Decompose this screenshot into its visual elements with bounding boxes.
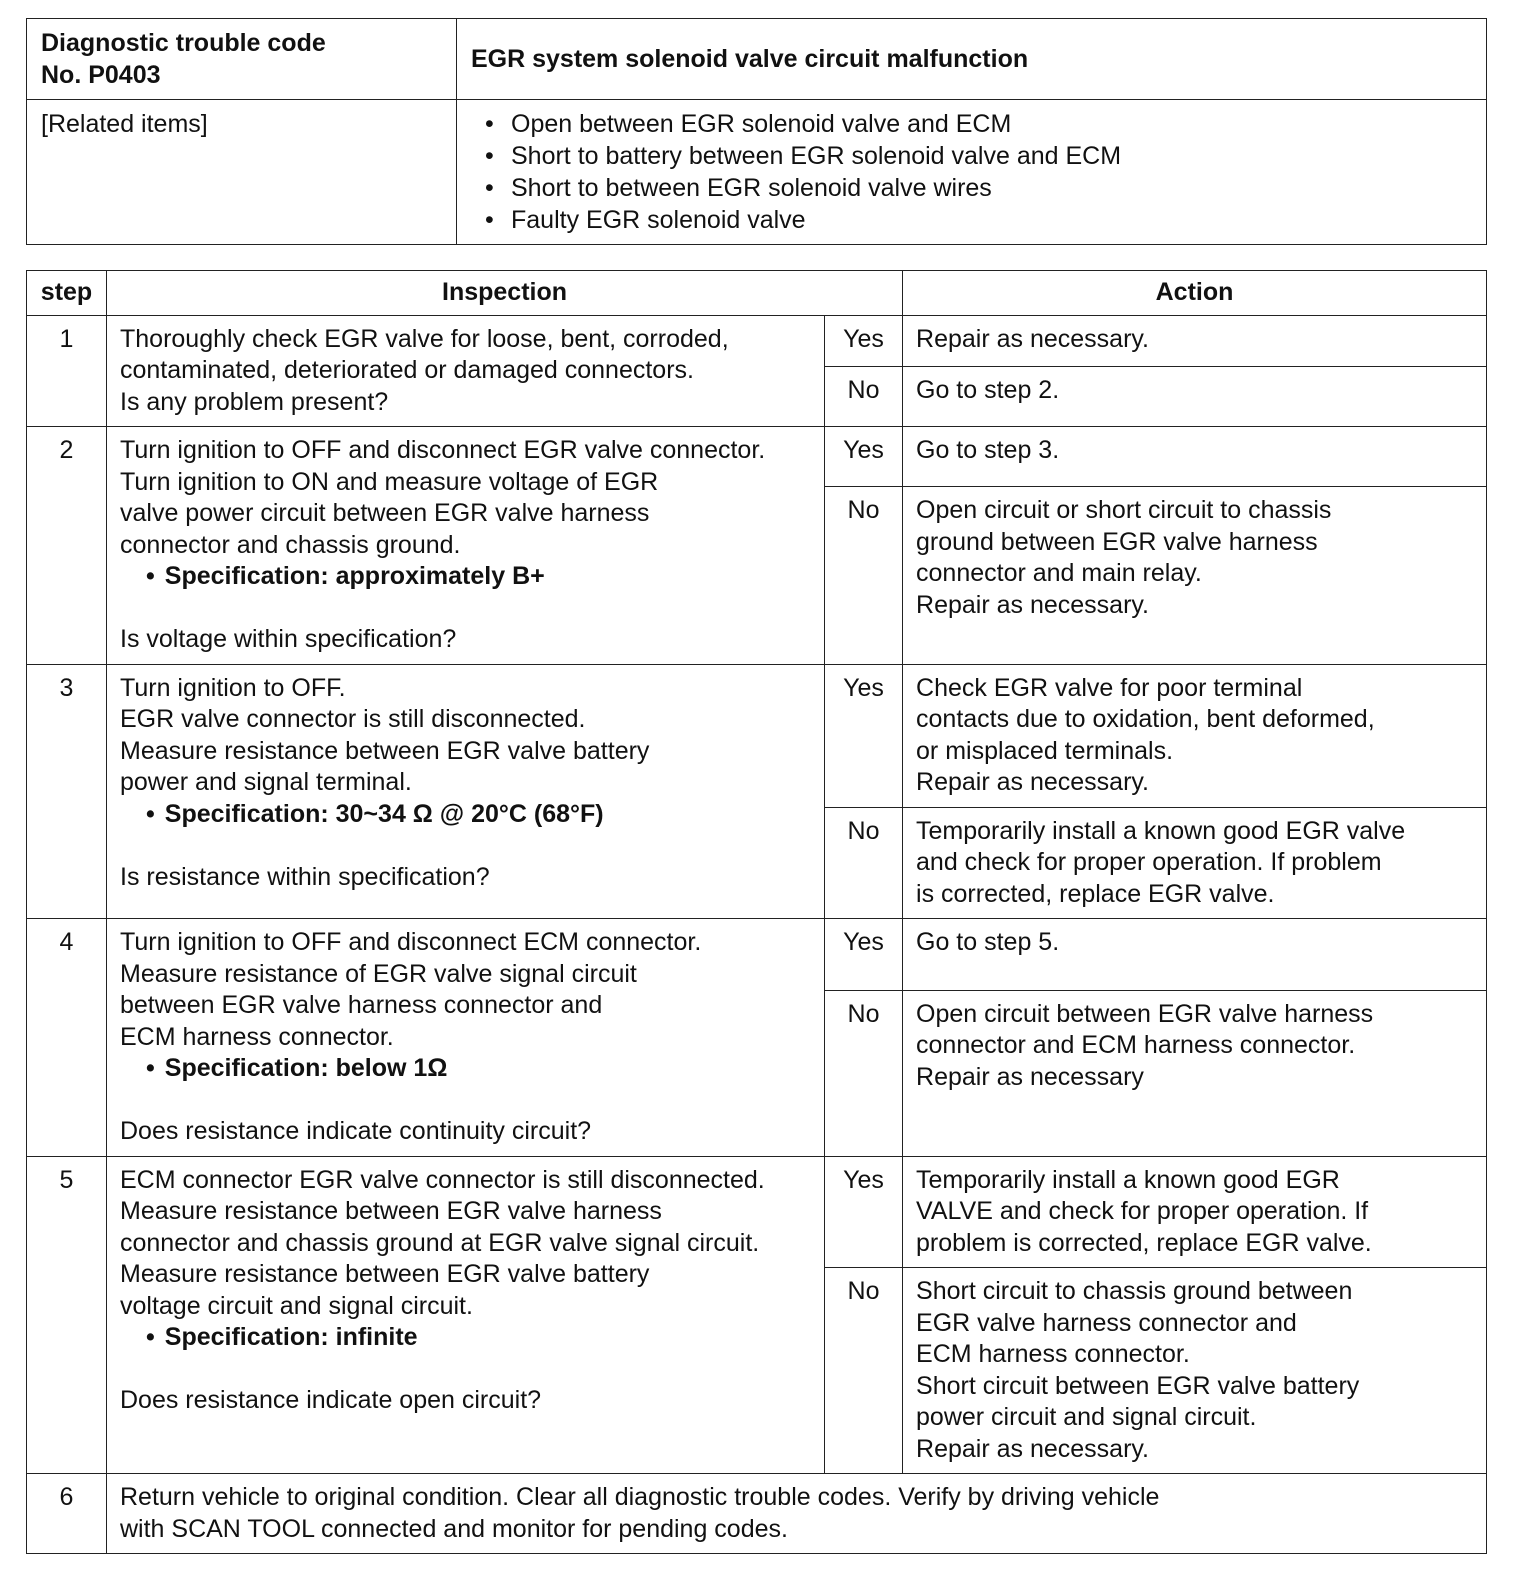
yes-action — [903, 919, 1487, 991]
inspection-question: Does resistance indicate continuity circuit? — [120, 1117, 592, 1145]
specification: • Specification: approximately B+ — [146, 562, 545, 590]
dtc-title-cell — [457, 19, 1487, 100]
column-header-step: step — [27, 271, 107, 316]
inspection-line: Is any problem present? — [120, 387, 389, 416]
step-number: 3 — [27, 664, 107, 919]
step-number: 4 — [27, 919, 107, 1157]
inspection-cell — [107, 427, 825, 665]
action-line: connector and ECM harness connector. — [916, 1031, 1356, 1060]
related-item: • Short to between EGR solenoid valve wires — [511, 172, 1472, 204]
inspection-line: Measure resistance between EGR valve harness — [120, 1197, 662, 1225]
yes-action — [903, 664, 1487, 807]
yes-label: Yes — [825, 427, 903, 487]
inspection-cell — [107, 919, 825, 1157]
dtc-code: No. P0403 — [41, 61, 161, 89]
step-number: 1 — [27, 315, 107, 427]
related-items-list — [471, 108, 1472, 236]
inspection-line: Return vehicle to original condition. Clear all diagnostic trouble codes. Verify by driving vehicle — [120, 1483, 1160, 1511]
diagnostic-steps-table — [26, 270, 1487, 1554]
inspection-line: Thoroughly check EGR valve for loose, bent, corroded, — [120, 324, 729, 353]
action-line: Repair as necessary. — [916, 590, 1149, 619]
action-line: problem is corrected, replace EGR valve. — [916, 1228, 1372, 1257]
related-items-label-cell — [27, 100, 457, 245]
table-row — [27, 1474, 1487, 1554]
action-line: EGR valve harness connector and — [916, 1308, 1297, 1337]
action-line: Open circuit between EGR valve harness — [916, 999, 1374, 1028]
dtc-label-cell — [27, 19, 457, 100]
action-line: connector and main relay. — [916, 559, 1202, 588]
action-line: Temporarily install a known good EGR valve — [916, 816, 1406, 845]
step-number: 6 — [27, 1474, 107, 1554]
inspection-cell — [107, 1474, 1487, 1554]
inspection-cell — [107, 1156, 825, 1474]
inspection-question: Is resistance within specification? — [120, 862, 490, 891]
action-line: Repair as necessary. — [916, 1434, 1149, 1463]
yes-label: Yes — [825, 315, 903, 367]
inspection-line: ECM connector EGR valve connector is still disconnected. — [120, 1165, 765, 1194]
related-item: • Faulty EGR solenoid valve — [511, 204, 1472, 236]
table-row — [27, 1156, 1487, 1268]
no-action — [903, 367, 1487, 427]
table-row — [27, 427, 1487, 487]
inspection-line: Measure resistance between EGR valve battery — [120, 736, 650, 765]
inspection-line: Turn ignition to OFF and disconnect EGR valve connector. — [120, 436, 766, 464]
action-line: Repair as necessary. — [916, 324, 1149, 353]
no-label: No — [825, 487, 903, 664]
specification: • Specification: below 1Ω — [146, 1054, 448, 1082]
action-line: power circuit and signal circuit. — [916, 1403, 1257, 1431]
action-line: is corrected, replace EGR valve. — [916, 879, 1275, 908]
no-label: No — [825, 367, 903, 427]
specification: • Specification: infinite — [146, 1323, 418, 1351]
action-line: Repair as necessary. — [916, 768, 1149, 796]
inspection-line: Turn ignition to OFF and disconnect ECM connector. — [120, 928, 702, 956]
inspection-line: contaminated, deteriorated or damaged connectors. — [120, 356, 694, 384]
yes-label: Yes — [825, 919, 903, 991]
table-row — [27, 919, 1487, 991]
action-line: Go to step 5. — [916, 928, 1060, 956]
step-number: 5 — [27, 1156, 107, 1474]
action-line: Short circuit between EGR valve battery — [916, 1371, 1360, 1400]
specification-text: Specification: approximately B+ — [164, 562, 545, 590]
inspection-line: with SCAN TOOL connected and monitor for pending codes. — [120, 1514, 788, 1543]
inspection-line: valve power circuit between EGR valve harness — [120, 499, 650, 527]
specification-text: Specification: 30~34 Ω @ 20°C (68°F) — [164, 799, 604, 828]
no-action — [903, 807, 1487, 919]
related-items-label: [Related items] — [41, 110, 208, 138]
inspection-line: voltage circuit and signal circuit. — [120, 1291, 473, 1320]
no-action — [903, 990, 1487, 1156]
column-header-inspection: Inspection — [107, 271, 903, 316]
action-line: or misplaced terminals. — [916, 736, 1174, 765]
inspection-line: Measure resistance of EGR valve signal circuit — [120, 959, 637, 988]
action-line: Temporarily install a known good EGR — [916, 1165, 1340, 1194]
yes-action — [903, 1156, 1487, 1268]
action-line: Check EGR valve for poor terminal — [916, 673, 1303, 702]
table-row — [27, 315, 1487, 367]
inspection-question: Is voltage within specification? — [120, 625, 457, 653]
action-line: ECM harness connector. — [916, 1340, 1190, 1368]
table-header-row — [27, 271, 1487, 316]
no-label: No — [825, 990, 903, 1156]
action-line: and check for proper operation. If problem — [916, 848, 1382, 876]
action-line: VALVE and check for proper operation. If — [916, 1197, 1369, 1225]
inspection-line: ECM harness connector. — [120, 1022, 394, 1051]
action-line: Open circuit or short circuit to chassis — [916, 496, 1332, 525]
dtc-label: Diagnostic trouble code — [41, 29, 326, 57]
table-row — [27, 664, 1487, 807]
no-action — [903, 1268, 1487, 1474]
inspection-line: Measure resistance between EGR valve battery — [120, 1260, 650, 1288]
specification-text: Specification: infinite — [164, 1323, 418, 1351]
specification-text: Specification: below 1Ω — [164, 1054, 448, 1082]
yes-label: Yes — [825, 1156, 903, 1268]
yes-label: Yes — [825, 664, 903, 807]
related-items-cell — [457, 100, 1487, 245]
yes-action — [903, 315, 1487, 367]
no-label: No — [825, 1268, 903, 1474]
related-item: • Short to battery between EGR solenoid valve and ECM — [511, 140, 1472, 172]
inspection-line: Turn ignition to ON and measure voltage of EGR — [120, 467, 659, 496]
inspection-line: Turn ignition to OFF. — [120, 673, 346, 702]
no-label: No — [825, 807, 903, 919]
action-line: ground between EGR valve harness — [916, 527, 1318, 556]
inspection-line: EGR valve connector is still disconnected. — [120, 705, 586, 733]
inspection-cell — [107, 664, 825, 919]
inspection-question: Does resistance indicate open circuit? — [120, 1386, 542, 1414]
step-number: 2 — [27, 427, 107, 665]
no-action — [903, 487, 1487, 664]
dtc-title: EGR system solenoid valve circuit malfunction — [471, 45, 1029, 73]
inspection-line: connector and chassis ground. — [120, 530, 461, 559]
action-line: Repair as necessary — [916, 1062, 1144, 1091]
specification: • Specification: 30~34 Ω @ 20°C (68°F) — [146, 799, 604, 828]
action-line: Short circuit to chassis ground between — [916, 1277, 1353, 1305]
dtc-header-table — [26, 18, 1487, 245]
column-header-action: Action — [903, 271, 1487, 316]
action-line: Go to step 3. — [916, 436, 1060, 464]
action-line: contacts due to oxidation, bent deformed, — [916, 705, 1375, 733]
inspection-line: between EGR valve harness connector and — [120, 991, 603, 1019]
inspection-cell — [107, 315, 825, 427]
inspection-line: power and signal terminal. — [120, 768, 412, 796]
yes-action — [903, 427, 1487, 487]
inspection-line: connector and chassis ground at EGR valve signal circuit. — [120, 1228, 760, 1257]
action-line: Go to step 2. — [916, 376, 1060, 404]
related-item: • Open between EGR solenoid valve and ECM — [511, 108, 1472, 140]
